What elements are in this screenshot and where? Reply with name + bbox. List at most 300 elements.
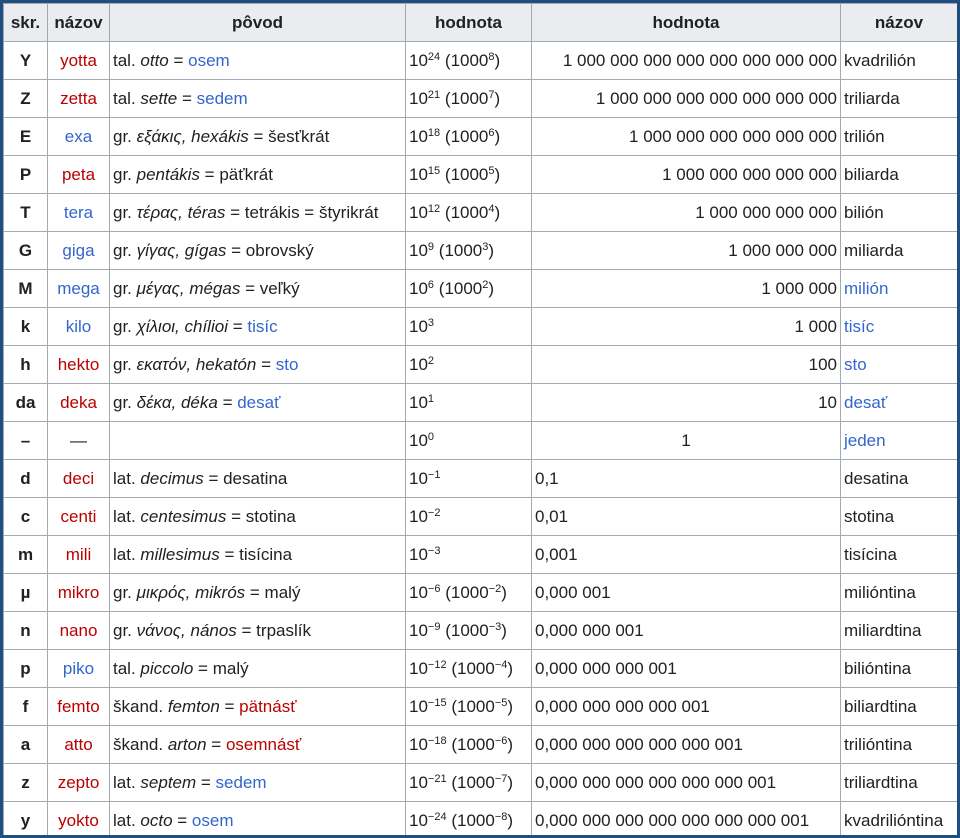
group-base: 1000: [450, 164, 489, 184]
power-exponent: 21: [427, 88, 441, 101]
prefix-name: [48, 194, 110, 232]
group-exponent: −4: [494, 658, 508, 671]
prefix-origin: [110, 232, 406, 270]
named-value: [841, 308, 958, 346]
decimal-value: 1 000 000: [532, 270, 841, 308]
prefix-origin: [110, 194, 406, 232]
prefix-name: [48, 156, 110, 194]
origin-text: = päťkrát: [199, 164, 273, 184]
origin-link[interactable]: osem: [188, 50, 230, 70]
prefix-origin: [110, 536, 406, 574]
power-of-ten: $10^{-24}$ $(1000^{-8})$: [406, 802, 532, 836]
named-value: [841, 118, 958, 156]
decimal-value: 100: [532, 346, 841, 384]
named-value-link[interactable]: tisíc: [844, 316, 875, 336]
decimal-value: 10: [532, 384, 841, 422]
power-of-ten: [406, 536, 532, 574]
prefix-symbol: E: [4, 118, 48, 156]
prefix-name: [48, 536, 110, 574]
power-exponent: 0: [427, 430, 435, 443]
named-value: [841, 460, 958, 498]
origin-text: =: [168, 50, 189, 70]
power-base: 10: [409, 392, 428, 412]
group-base: 1000: [456, 772, 495, 792]
named-value-text: tisícina: [844, 544, 897, 564]
group-exponent: −5: [494, 696, 508, 709]
group-base: 1000: [456, 658, 495, 678]
table-row: [4, 764, 958, 802]
power-base: 10: [409, 88, 428, 108]
power-of-ten: [406, 308, 532, 346]
origin-text: arton: [167, 734, 207, 754]
prefix-origin: [110, 118, 406, 156]
named-value-text: bilión: [844, 202, 884, 222]
group-base: 1000: [450, 202, 489, 222]
origin-text: otto: [140, 50, 169, 70]
origin-text: decimus: [140, 468, 204, 488]
prefix-name-link[interactable]: deci: [62, 468, 95, 488]
header-name: názov: [48, 4, 110, 42]
origin-text: μικρός, mikrós: [136, 582, 246, 602]
prefix-origin: [110, 726, 406, 764]
table-row: [4, 346, 958, 384]
power-of-ten: $10^6$ (1000$^2$): [406, 270, 532, 308]
power-base: 10: [409, 430, 428, 450]
group-base: 1000: [450, 50, 489, 70]
origin-text: lat.: [113, 506, 141, 526]
origin-text: = tisícina: [219, 544, 293, 564]
prefix-name-link[interactable]: deka: [60, 392, 97, 412]
power-exponent: 2: [427, 354, 435, 367]
origin-text: centesimus: [140, 506, 227, 526]
prefix-origin: [110, 42, 406, 80]
power-base: 10: [409, 240, 428, 260]
decimal-value: 1 000 000 000 000 000: [532, 156, 841, 194]
header-symbol: skr.: [4, 4, 48, 42]
named-value: [841, 802, 958, 836]
decimal-value: 1 000 000 000: [532, 232, 841, 270]
power-exponent: −2: [427, 506, 441, 519]
prefix-name: [48, 574, 110, 612]
prefix-symbol: h: [4, 346, 48, 384]
table-row: [4, 536, 958, 574]
prefix-name-link: —: [70, 430, 87, 450]
origin-text: septem: [140, 772, 197, 792]
named-value: [841, 688, 958, 726]
prefix-name: [48, 764, 110, 802]
prefix-symbol: k: [4, 308, 48, 346]
named-value-text: trilión: [844, 126, 885, 146]
origin-text: gr.: [113, 620, 137, 640]
prefix-origin: [110, 156, 406, 194]
named-value-link[interactable]: desať: [844, 392, 888, 412]
table-row: [4, 270, 958, 308]
power-of-ten: $10^{-12}$ $(1000^{-4})$: [406, 650, 532, 688]
power-exponent: 3: [427, 316, 435, 329]
origin-link[interactable]: pätnásť: [239, 696, 297, 716]
origin-text: =: [206, 734, 226, 754]
origin-text: tal.: [113, 50, 141, 70]
table-row: [4, 232, 958, 270]
prefix-origin: [110, 80, 406, 118]
origin-link[interactable]: sedem: [196, 88, 248, 108]
named-value-text: kvadrilióntina: [844, 810, 944, 830]
origin-text: gr.: [113, 126, 137, 146]
prefix-symbol: n: [4, 612, 48, 650]
origin-text: sette: [140, 88, 178, 108]
named-value-text: biliarda: [844, 164, 899, 184]
power-of-ten: $10^9$ (1000$^3$): [406, 232, 532, 270]
prefix-name-link[interactable]: nano: [59, 620, 98, 640]
origin-text: = šesťkrát: [248, 126, 330, 146]
power-base: 10: [409, 506, 428, 526]
prefix-origin: [110, 764, 406, 802]
prefix-name-link[interactable]: exa: [64, 126, 93, 146]
group-base: 1000: [456, 734, 495, 754]
origin-text: = malý: [245, 582, 301, 602]
group-base: 1000: [450, 620, 489, 640]
power-exponent: −6: [427, 582, 441, 595]
prefix-name: [48, 118, 110, 156]
origin-text: γίγας, gígas: [136, 240, 227, 260]
named-value-text: miliarda: [844, 240, 904, 260]
named-value: [841, 346, 958, 384]
prefix-origin: [110, 346, 406, 384]
prefix-origin: [110, 612, 406, 650]
table-row: [4, 422, 958, 460]
origin-text: lat.: [113, 772, 141, 792]
power-of-ten: $10^{-15}$ $(1000^{-5})$: [406, 688, 532, 726]
power-exponent: 1: [427, 392, 435, 405]
named-value-text: triliarda: [844, 88, 900, 108]
power-base: 10: [409, 582, 428, 602]
group-exponent: −2: [488, 582, 502, 595]
power-base: 10: [409, 620, 428, 640]
origin-text: gr.: [113, 202, 137, 222]
power-of-ten: [406, 422, 532, 460]
origin-text: lat.: [113, 810, 141, 830]
prefix-symbol: P: [4, 156, 48, 194]
group-exponent: 8: [488, 50, 495, 63]
prefix-symbol: µ: [4, 574, 48, 612]
power-of-ten: $10^{-18}$ $(1000^{-6})$: [406, 726, 532, 764]
decimal-value: 1 000 000 000 000 000 000: [532, 118, 841, 156]
prefix-name: [48, 384, 110, 422]
group-exponent: −6: [494, 734, 508, 747]
origin-text: gr.: [113, 164, 137, 184]
group-exponent: 4: [488, 202, 495, 215]
origin-text: gr.: [113, 392, 137, 412]
prefix-name-link[interactable]: centi: [60, 506, 97, 526]
origin-text: piccolo: [140, 658, 194, 678]
prefix-name-link[interactable]: yotta: [60, 50, 97, 70]
decimal-value: 1 000 000 000 000 000 000 000: [532, 80, 841, 118]
origin-text: = stotina: [226, 506, 296, 526]
prefix-name: [48, 346, 110, 384]
origin-text: = obrovský: [226, 240, 314, 260]
decimal-value: 1 000 000 000 000: [532, 194, 841, 232]
origin-text: δέκα, déka: [136, 392, 218, 412]
origin-text: octo: [140, 810, 173, 830]
power-of-ten: $10^{-21}$ $(1000^{-7})$: [406, 764, 532, 802]
origin-link[interactable]: sto: [275, 354, 299, 374]
origin-text: = tetrákis = štyrikrát: [225, 202, 379, 222]
named-value: [841, 42, 958, 80]
power-of-ten: $10^{21}$ (1000$^7$): [406, 80, 532, 118]
origin-link[interactable]: osemnásť: [225, 734, 302, 754]
prefix-symbol: Y: [4, 42, 48, 80]
group-base: 1000: [456, 696, 495, 716]
origin-text: =: [256, 354, 276, 374]
origin-text: =: [172, 810, 192, 830]
prefix-name-link[interactable]: mili: [65, 544, 92, 564]
table-row: [4, 688, 958, 726]
table-row: [4, 156, 958, 194]
origin-text: μέγας, mégas: [136, 278, 241, 298]
power-of-ten: $10^{-6}$ $(1000^{-2})$: [406, 574, 532, 612]
prefix-name: [48, 270, 110, 308]
origin-text: χίλιοι, chílioi: [136, 316, 228, 336]
named-value-link[interactable]: sto: [844, 354, 867, 374]
prefix-origin: [110, 384, 406, 422]
prefix-symbol: da: [4, 384, 48, 422]
power-base: 10: [409, 544, 428, 564]
power-exponent: −15: [427, 696, 447, 709]
named-value: [841, 270, 958, 308]
named-value-text: milióntina: [844, 582, 916, 602]
power-of-ten: [406, 384, 532, 422]
prefix-name-link[interactable]: zetta: [60, 88, 97, 108]
decimal-value: 0,000 001: [532, 574, 841, 612]
named-value-text: triliardtina: [844, 772, 918, 792]
decimal-value: 0,1: [532, 460, 841, 498]
header-named-value: názov: [841, 4, 958, 42]
prefix-name-link[interactable]: hekto: [57, 354, 100, 374]
prefix-symbol: M: [4, 270, 48, 308]
power-base: 10: [409, 810, 428, 830]
power-base: 10: [409, 202, 428, 222]
power-exponent: 24: [427, 50, 441, 63]
table-row: [4, 612, 958, 650]
power-exponent: 15: [427, 164, 441, 177]
prefix-name-link[interactable]: femto: [57, 696, 100, 716]
group-exponent: −7: [494, 772, 508, 785]
power-base: 10: [409, 354, 428, 374]
power-of-ten: $10^{15}$ (1000$^5$): [406, 156, 532, 194]
origin-text: τέρας, téras: [136, 202, 226, 222]
prefix-name: [48, 802, 110, 836]
origin-text: škand.: [113, 734, 168, 754]
power-exponent: 9: [427, 240, 435, 253]
decimal-value: 0,01: [532, 498, 841, 536]
power-exponent: 12: [427, 202, 441, 215]
power-exponent: −12: [427, 658, 447, 671]
power-exponent: −9: [427, 620, 441, 633]
named-value: [841, 726, 958, 764]
header-row: [4, 4, 958, 42]
origin-text: femton: [167, 696, 220, 716]
prefix-origin: [110, 802, 406, 836]
prefix-name-link[interactable]: zepto: [57, 772, 100, 792]
power-base: 10: [409, 468, 428, 488]
prefix-name-link[interactable]: atto: [64, 734, 93, 754]
decimal-value: 0,000 000 000 001: [532, 650, 841, 688]
origin-text: lat.: [113, 468, 141, 488]
origin-text: εξάκις, hexákis: [136, 126, 249, 146]
named-value: [841, 612, 958, 650]
origin-text: lat.: [113, 544, 141, 564]
origin-text: = desatina: [203, 468, 288, 488]
prefix-symbol: f: [4, 688, 48, 726]
decimal-value: 1 000: [532, 308, 841, 346]
power-base: 10: [409, 278, 428, 298]
power-exponent: 18: [427, 126, 441, 139]
prefix-name: [48, 460, 110, 498]
origin-text: =: [227, 316, 248, 336]
power-of-ten: [406, 346, 532, 384]
prefix-symbol: Z: [4, 80, 48, 118]
named-value: [841, 536, 958, 574]
origin-link[interactable]: tisíc: [247, 316, 278, 336]
prefix-origin: [110, 574, 406, 612]
decimal-value: 0,000 000 000 000 000 000 000 001: [532, 802, 841, 836]
prefix-name-link[interactable]: piko: [62, 658, 95, 678]
named-value: [841, 384, 958, 422]
prefix-origin: [110, 650, 406, 688]
prefix-symbol: y: [4, 802, 48, 836]
power-base: 10: [409, 696, 428, 716]
table-row: [4, 118, 958, 156]
origin-text: εκατόν, hekatón: [136, 354, 257, 374]
named-value: [841, 194, 958, 232]
group-base: 1000: [456, 810, 495, 830]
named-value: [841, 650, 958, 688]
group-base: 1000: [450, 88, 489, 108]
prefix-name: [48, 688, 110, 726]
header-origin: pôvod: [110, 4, 406, 42]
prefix-name: [48, 498, 110, 536]
named-value: [841, 422, 958, 460]
power-exponent: −24: [427, 810, 447, 823]
origin-text: = malý: [193, 658, 249, 678]
origin-text: pentákis: [136, 164, 200, 184]
prefix-name: [48, 80, 110, 118]
group-exponent: 6: [488, 126, 495, 139]
named-value: [841, 574, 958, 612]
prefix-name-link[interactable]: giga: [62, 240, 95, 260]
prefix-name-link[interactable]: peta: [61, 164, 96, 184]
named-value: [841, 80, 958, 118]
origin-link[interactable]: desať: [237, 392, 281, 412]
prefix-symbol: T: [4, 194, 48, 232]
power-of-ten: $10^{-9}$ $(1000^{-3})$: [406, 612, 532, 650]
named-value-link[interactable]: milión: [844, 278, 889, 298]
origin-text: gr.: [113, 278, 137, 298]
power-of-ten: $10^{12}$ (1000$^4$): [406, 194, 532, 232]
origin-link[interactable]: osem: [191, 810, 234, 830]
group-exponent: 7: [488, 88, 495, 101]
origin-text: tal.: [113, 658, 141, 678]
table-row: [4, 498, 958, 536]
group-exponent: 2: [482, 278, 489, 291]
group-exponent: −3: [488, 620, 502, 633]
header-value: hodnota: [532, 4, 841, 42]
table-row: [4, 42, 958, 80]
header-power: hodnota: [406, 4, 532, 42]
prefix-name: [48, 422, 110, 460]
decimal-value: 1 000 000 000 000 000 000 000 000: [532, 42, 841, 80]
named-value: [841, 232, 958, 270]
power-base: 10: [409, 316, 428, 336]
prefix-name: [48, 650, 110, 688]
power-base: 10: [409, 164, 428, 184]
origin-link[interactable]: sedem: [215, 772, 267, 792]
origin-text: = trpaslík: [236, 620, 311, 640]
prefix-name-link[interactable]: mikro: [57, 582, 100, 602]
origin-text: tal.: [113, 88, 141, 108]
prefix-symbol: c: [4, 498, 48, 536]
group-exponent: 3: [482, 240, 489, 253]
prefix-name-link[interactable]: yokto: [58, 810, 99, 830]
prefix-symbol: p: [4, 650, 48, 688]
power-of-ten: [406, 498, 532, 536]
prefix-name: [48, 612, 110, 650]
prefix-name-link[interactable]: mega: [57, 278, 100, 298]
prefix-name-link[interactable]: kilo: [65, 316, 92, 336]
prefix-symbol: z: [4, 764, 48, 802]
decimal-value: 0,000 000 000 000 000 000 001: [532, 764, 841, 802]
named-value-link[interactable]: jeden: [844, 430, 886, 450]
prefix-symbol: –: [4, 422, 48, 460]
decimal-value: 0,000 000 001: [532, 612, 841, 650]
power-exponent: −21: [427, 772, 447, 785]
power-of-ten: $10^{18}$ (1000$^6$): [406, 118, 532, 156]
group-exponent: −8: [494, 810, 508, 823]
named-value: [841, 498, 958, 536]
table-frame: [3, 3, 957, 835]
table-row: [4, 194, 958, 232]
group-base: 1000: [444, 240, 483, 260]
origin-text: =: [217, 392, 238, 412]
si-prefix-table: [3, 3, 957, 835]
prefix-origin: [110, 422, 406, 460]
decimal-value: 0,000 000 000 000 001: [532, 688, 841, 726]
prefix-name: [48, 232, 110, 270]
decimal-value: 0,000 000 000 000 000 001: [532, 726, 841, 764]
origin-text: škand.: [113, 696, 168, 716]
table-body: [4, 42, 958, 836]
table-row: [4, 650, 958, 688]
named-value-text: bilióntina: [844, 658, 912, 678]
origin-text: =: [219, 696, 240, 716]
prefix-symbol: d: [4, 460, 48, 498]
origin-text: =: [177, 88, 197, 108]
prefix-symbol: a: [4, 726, 48, 764]
table-row: [4, 384, 958, 422]
origin-text: νάνος, nános: [136, 620, 237, 640]
decimal-value: 1: [532, 422, 841, 460]
power-of-ten: $10^{24}$ (1000$^8$): [406, 42, 532, 80]
table-row: [4, 80, 958, 118]
group-base: 1000: [450, 126, 489, 146]
power-base: 10: [409, 50, 428, 70]
origin-text: gr.: [113, 354, 137, 374]
prefix-name-link[interactable]: tera: [63, 202, 94, 222]
origin-text: gr.: [113, 582, 137, 602]
origin-text: millesimus: [140, 544, 220, 564]
prefix-origin: [110, 460, 406, 498]
named-value-text: miliardtina: [844, 620, 922, 640]
